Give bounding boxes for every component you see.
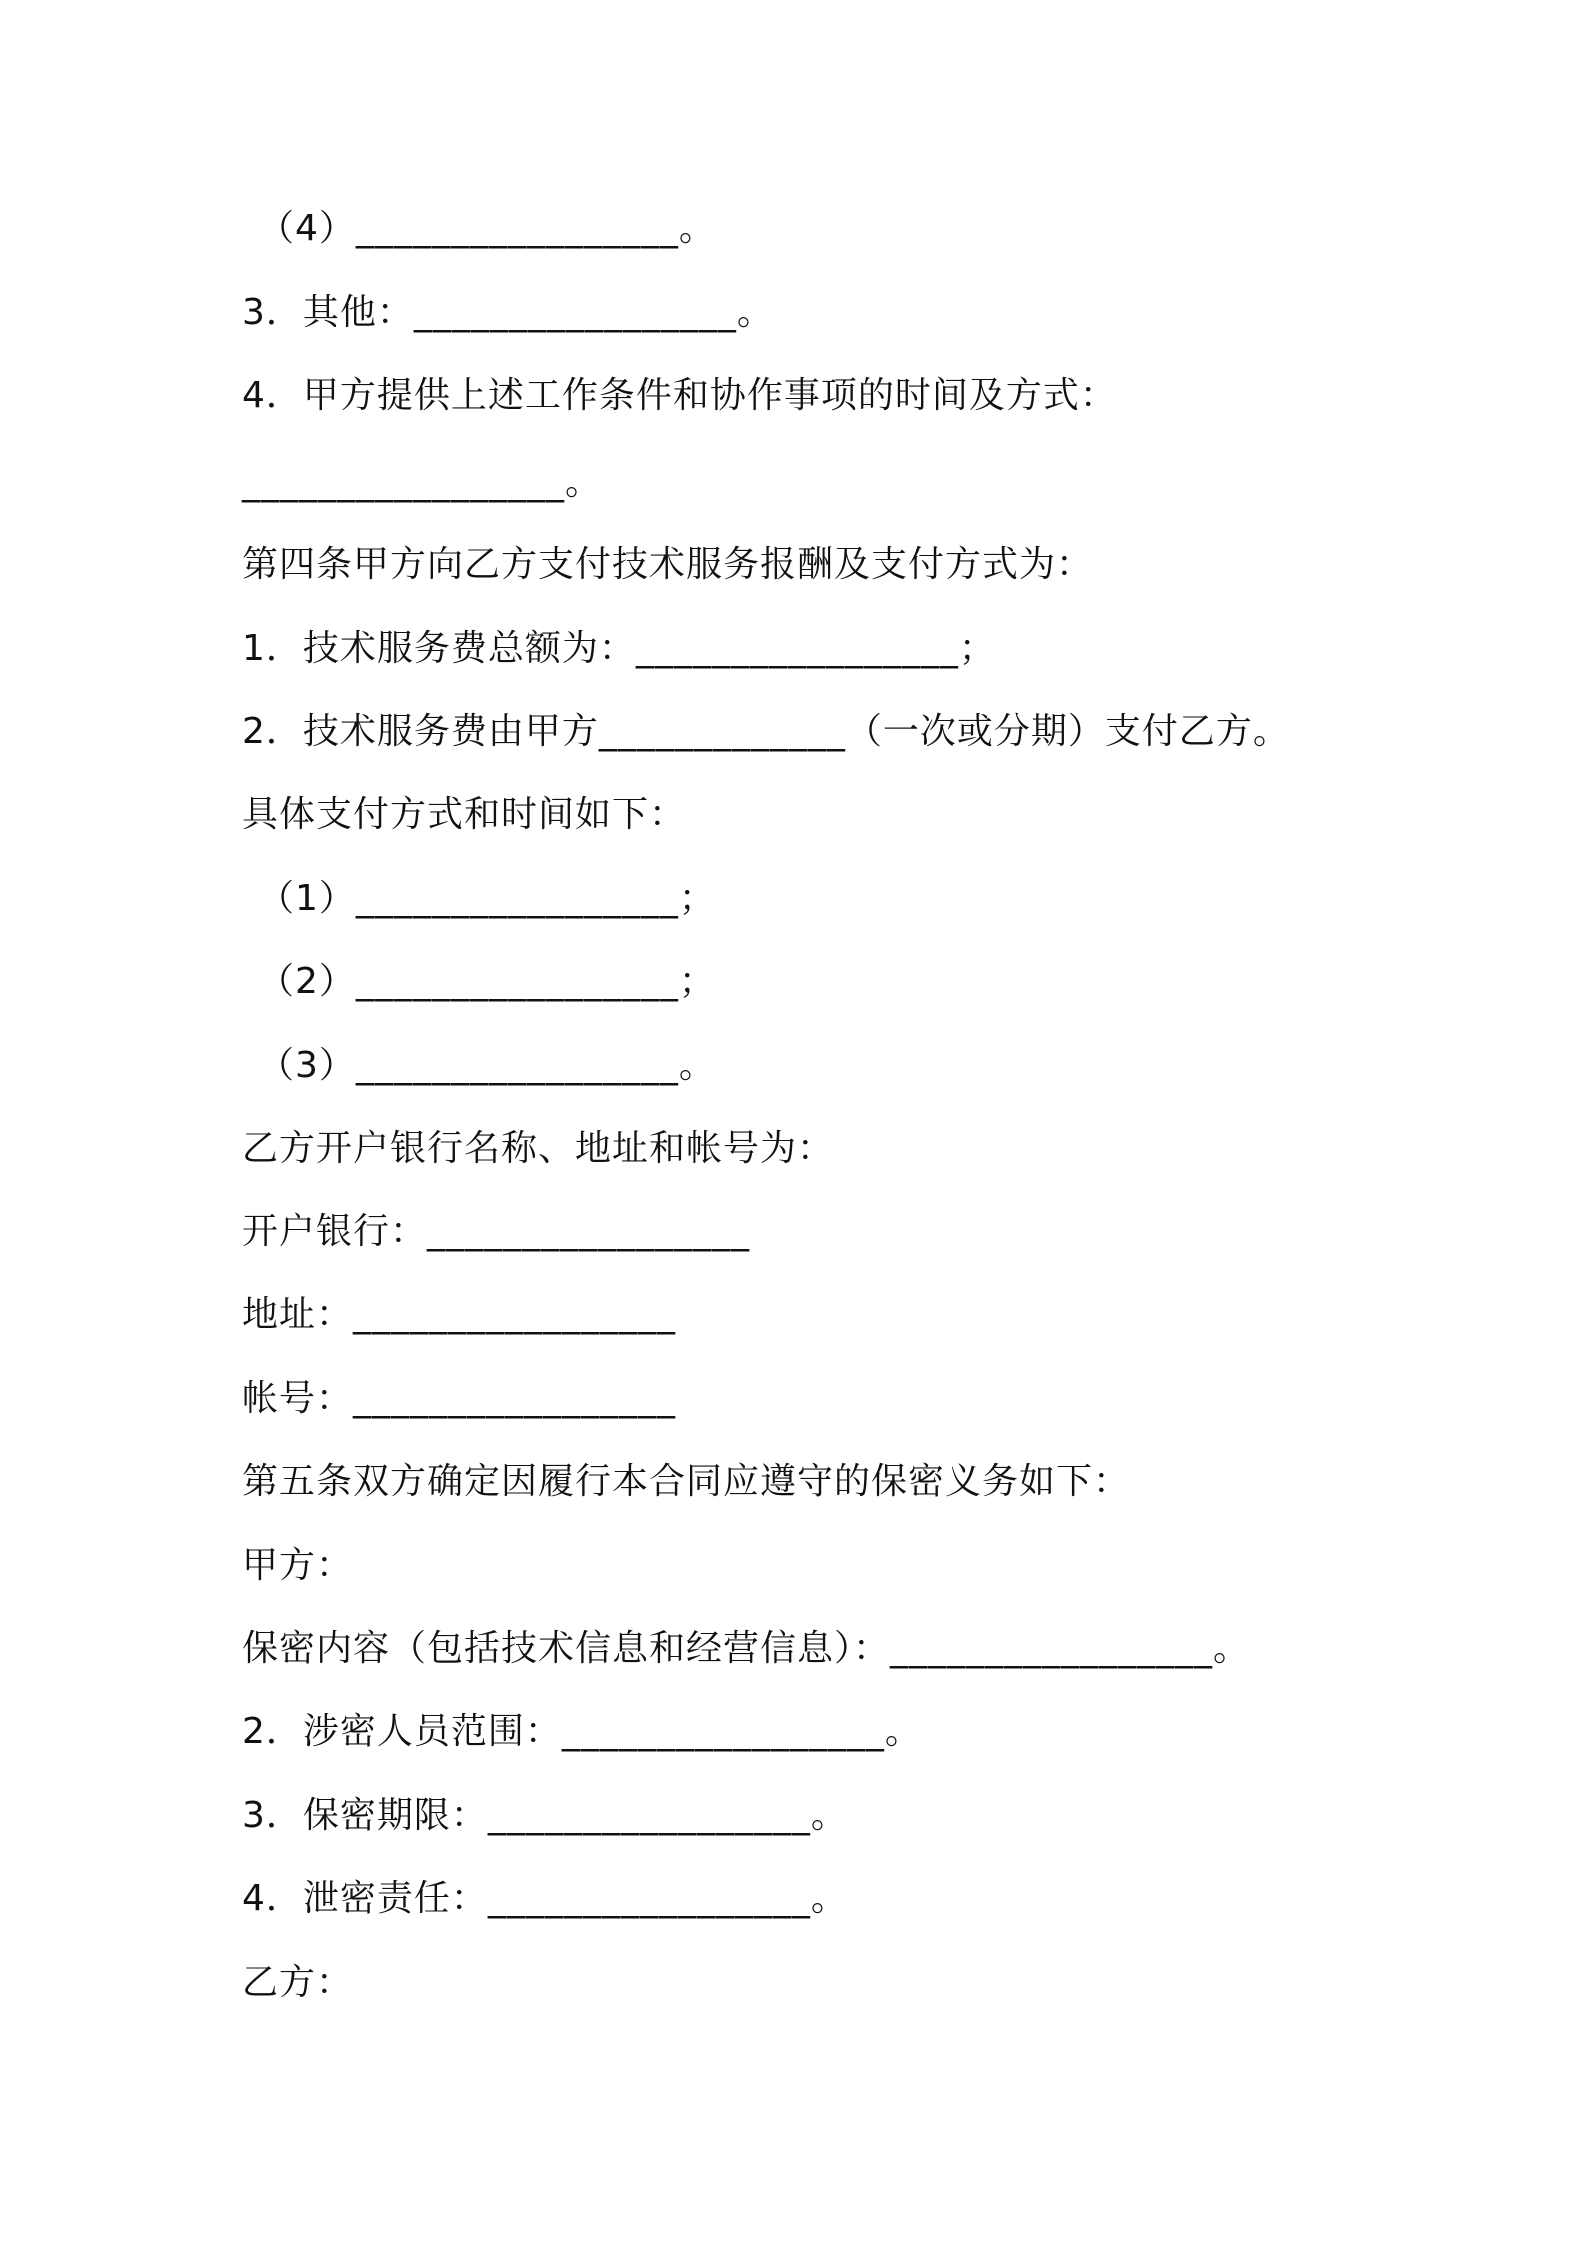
payment-item-3: （3）_________________。 <box>258 1045 716 1086</box>
payment-details-heading: 具体支付方式和时间如下： <box>242 794 687 835</box>
bank-address-line: 地址：_________________ <box>242 1294 677 1335</box>
bank-name-line: 开户银行：_________________ <box>242 1211 751 1252</box>
leak-liability-line: 4．泄密责任：_________________。 <box>242 1878 848 1919</box>
payment-item-2: （2）_________________； <box>258 961 716 1002</box>
party-b-label: 乙方： <box>242 1962 354 2003</box>
payment-mode-line: 2．技术服务费由甲方_____________（一次或分期）支付乙方。 <box>242 711 1290 752</box>
payment-item-1: （1）_________________； <box>258 878 716 919</box>
total-fee-line: 1．技术服务费总额为：_________________； <box>242 628 996 669</box>
article-4-heading: 第四条甲方向乙方支付技术服务报酬及支付方式为： <box>242 544 1094 585</box>
payment-condition-item-4: （4）_________________。 <box>258 208 716 249</box>
other-conditions-line: 3．其他：_________________。 <box>242 292 774 333</box>
cooperation-time-blank: _________________。 <box>242 462 602 503</box>
bank-info-heading: 乙方开户银行名称、地址和帐号为： <box>242 1128 835 1169</box>
confidential-content-line: 保密内容（包括技术信息和经营信息）：_________________。 <box>242 1628 1251 1669</box>
article-5-heading: 第五条双方确定因履行本合同应遵守的保密义务如下： <box>242 1461 1131 1502</box>
personnel-scope-line: 2．涉密人员范围：_________________。 <box>242 1711 922 1752</box>
account-number-line: 帐号：_________________ <box>242 1378 677 1419</box>
party-a-label: 甲方： <box>242 1545 354 1586</box>
cooperation-time-heading: 4．甲方提供上述工作条件和协作事项的时间及方式： <box>242 375 1117 416</box>
confidentiality-period-line: 3．保密期限：_________________。 <box>242 1795 848 1836</box>
